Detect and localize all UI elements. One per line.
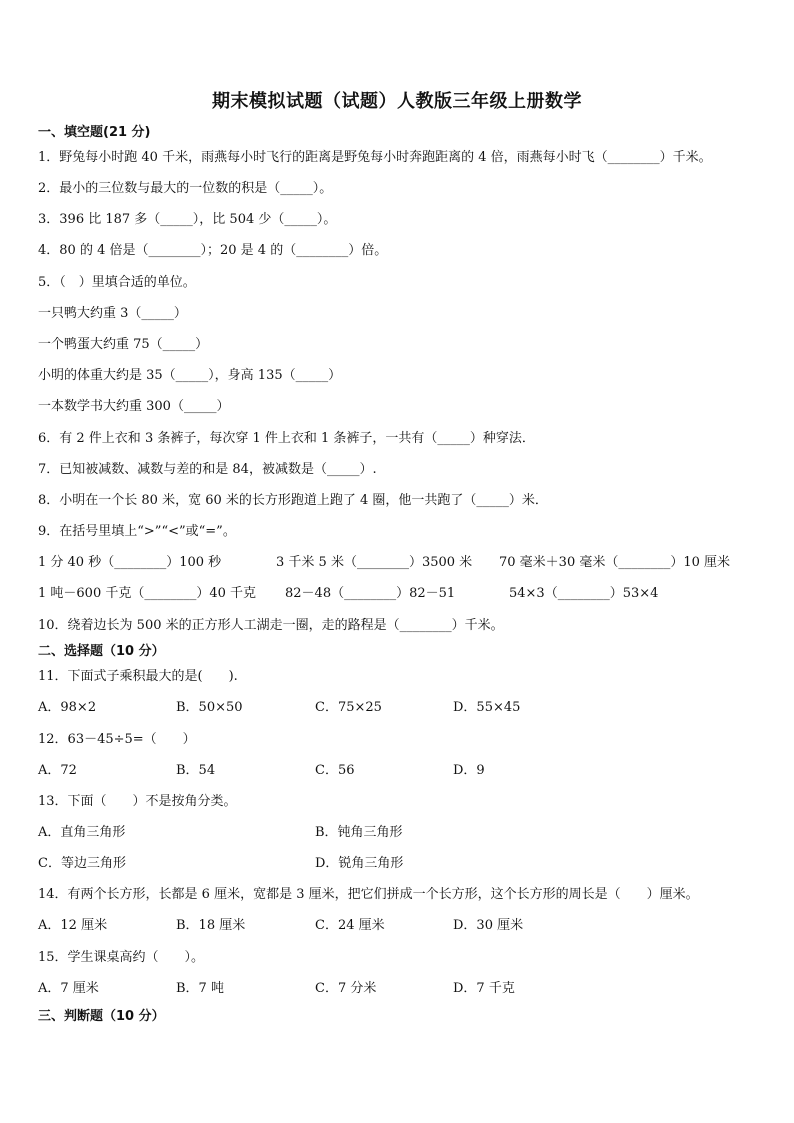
question-11: 11．下面式子乘积最大的是( ). (38, 669, 238, 684)
page-title: 期末模拟试题（试题）人教版三年级上册数学 (212, 91, 582, 112)
q11-option-b: B．50×50 (176, 700, 243, 715)
q15-option-a: A．7 厘米 (38, 981, 99, 996)
question-9: 9．在括号里填上“>”“<”或“=”。 (38, 524, 236, 539)
question-5: 5．（ ）里填合适的单位。 (38, 275, 196, 290)
section-judge-heading: 三、判断题（10 分） (38, 1009, 165, 1024)
section-fill-heading: 一、填空题(21 分) (38, 125, 151, 140)
q15-option-b: B．7 吨 (176, 981, 224, 996)
q9-item-6: 54×3（________）53×4 (509, 586, 659, 601)
q13-option-b: B．钝角三角形 (315, 825, 403, 840)
q12-option-d: D．9 (453, 763, 485, 778)
q9-item-5: 82－48（________）82－51 (285, 586, 456, 601)
question-2: 2．最小的三位数与最大的一位数的积是（_____）。 (38, 181, 333, 196)
q9-item-2: 3 千米 5 米（________）3500 米 (276, 555, 473, 570)
question-6: 6．有 2 件上衣和 3 条裤子，每次穿 1 件上衣和 1 条裤子，一共有（_____）种穿法． (38, 431, 535, 446)
q13-option-c: C．等边三角形 (38, 856, 126, 871)
q14-option-a: A．12 厘米 (38, 918, 108, 933)
q9-item-1: 1 分 40 秒（________）100 秒 (38, 555, 222, 570)
question-13: 13．下面（ ）不是按角分类。 (38, 794, 237, 809)
q14-option-b: B．18 厘米 (176, 918, 246, 933)
question-12: 12．63－45÷5=（ ） (38, 732, 196, 747)
q12-option-b: B．54 (176, 763, 216, 778)
q15-option-c: C．7 分米 (315, 981, 377, 996)
question-10: 10．绕着边长为 500 米的正方形人工湖走一圈，走的路程是（________）千米。 (38, 618, 504, 633)
q9-item-3: 70 毫米＋30 毫米（________）10 厘米 (499, 555, 731, 570)
q13-option-d: D．锐角三角形 (315, 856, 404, 871)
question-1: 1．野兔每小时跑 40 千米，雨燕每小时飞行的距离是野兔每小时奔跑距离的 4 倍，雨燕每小时飞（________）千米。 (38, 150, 712, 165)
q14-option-d: D．30 厘米 (453, 918, 524, 933)
question-7: 7．已知被减数、减数与差的和是 84，被减数是（_____）. (38, 462, 377, 477)
question-5a: 一只鸭大约重 3（_____） (38, 306, 187, 321)
question-3: 3．396 比 187 多（_____），比 504 少（_____）。 (38, 212, 337, 227)
question-5d: 一本数学书大约重 300（_____） (38, 399, 230, 414)
q15-option-d: D．7 千克 (453, 981, 515, 996)
q11-option-a: A．98×2 (38, 700, 97, 715)
question-5c: 小明的体重大约是 35（_____），身高 135（_____） (38, 368, 342, 383)
question-5b: 一个鸭蛋大约重 75（_____） (38, 337, 209, 352)
question-8: 8．小明在一个长 80 米，宽 60 米的长方形跑道上跑了 4 圈，他一共跑了（_____）米． (38, 493, 548, 508)
question-15: 15．学生课桌高约（ ）。 (38, 950, 205, 965)
q12-option-c: C．56 (315, 763, 355, 778)
q12-option-a: A．72 (38, 763, 77, 778)
q13-option-a: A．直角三角形 (38, 825, 126, 840)
section-choice-heading: 二、选择题（10 分） (38, 644, 165, 659)
question-4: 4．80 的 4 倍是（________）；20 是 4 的（________）倍。 (38, 243, 388, 258)
q14-option-c: C．24 厘米 (315, 918, 385, 933)
q11-option-d: D．55×45 (453, 700, 521, 715)
question-14: 14．有两个长方形，长都是 6 厘米，宽都是 3 厘米，把它们拼成一个长方形，这个长方形的周长是（ ）厘米。 (38, 887, 699, 902)
q11-option-c: C．75×25 (315, 700, 382, 715)
q9-item-4: 1 吨－600 千克（________）40 千克 (38, 586, 257, 601)
